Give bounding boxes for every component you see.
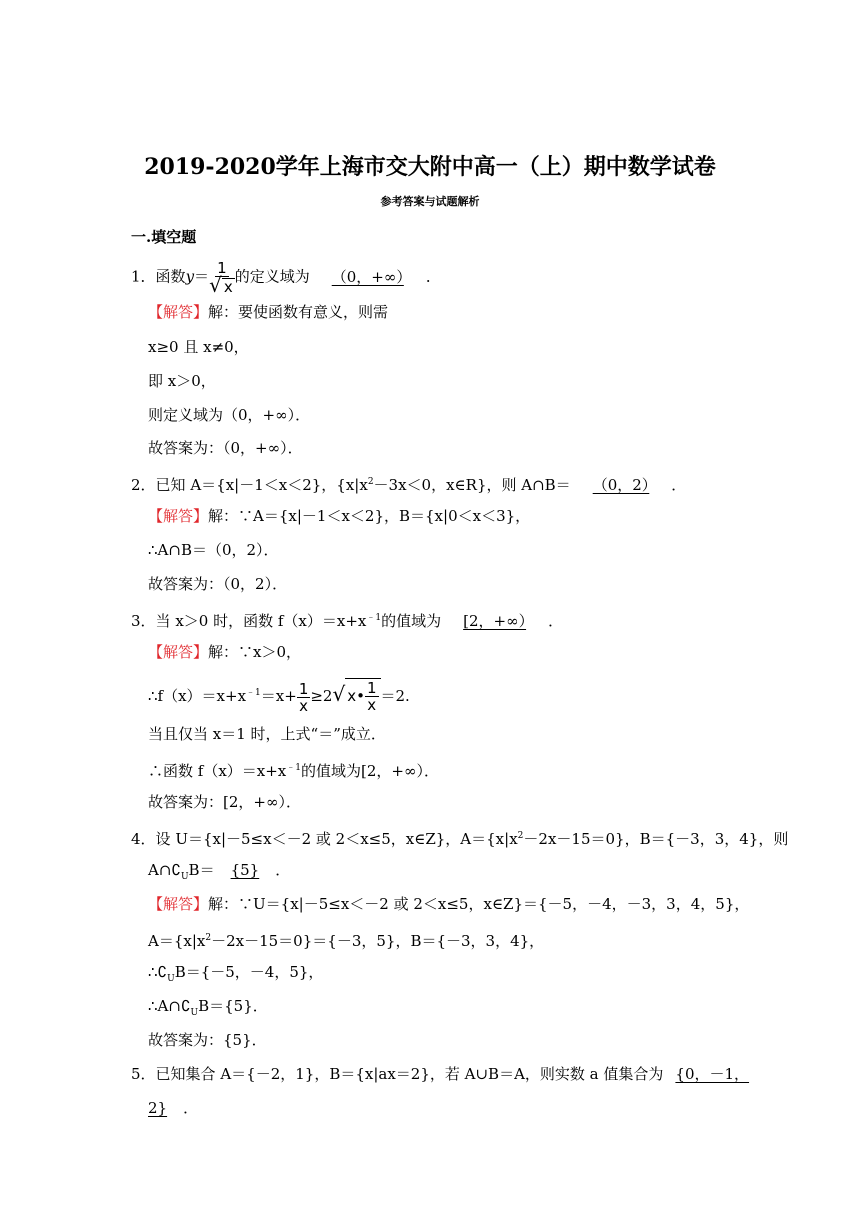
fraction: $\frac{1}{x}$ [298,679,309,715]
answer-blank: {5} [230,861,260,879]
solution-3-line-4: ∴函数 $f(x)=x+x^{﹣1}$的值域为[2，+∞）． [148,762,439,780]
section-heading: 一.填空题 [131,228,197,246]
solution-4-line-2: $A=\{x|x^2-2x-15=0\}=\{-3$，5}，B＝{－3，3，4}， [148,932,545,950]
solution-2-line-2: ∴A∩B＝（0，2）． [148,541,279,559]
solution-1-line-5: 故答案为：（0，+∞）． [148,439,303,457]
page-title: 2019-2020学年上海市交大附中高一（上）期中数学试卷 [144,154,716,180]
solution-1-line-2: x≥0 且 x≠0， [148,338,249,356]
solution-3-line-3: 当且仅当 x＝1 时，上式“＝”成立． [148,725,386,743]
solution-1-line-1: 【解答】解：要使函数有意义，则需 [148,303,389,321]
page-subtitle: 参考答案与试题解析 [380,195,480,208]
answer-blank: [2，+∞） [463,612,527,630]
answer-blank: {0，－1， [675,1065,750,1083]
solution-2-line-1: 【解答】解：∵A＝{x|－1＜x＜2}，B＝{x|0＜x＜3}， [148,507,531,525]
question-1: 1．函数y＝ $\frac{1}{√ x}$ 的定义域为 （0，+∞） ． [131,259,441,297]
solution-3-line-5: 故答案为：[2，+∞）． [148,793,301,811]
fraction: $\frac{1}{√ x}$ [209,259,233,297]
answer-blank: （0，+∞） [331,267,404,286]
answer-blank-cont: 2} [148,1099,168,1117]
question-5-line-2: 2} ． [148,1099,199,1117]
solution-3-line-2: $\therefore f(x)=x+x^{﹣1}=x+$ $\frac{1}{x}$ ≥2√ x• $\frac{1}{x}$ ＝2. [148,679,410,715]
solution-4-line-4: $\therefore A\cap∁_UB=\{5\}$． [148,997,268,1018]
solution-1-line-3: 即 x＞0， [148,372,216,390]
question-2: 2．已知 A＝{x|－1＜x＜2}，{$x|x^2-3x<0$，x∈R}，则 A∩B＝ （0，2） ． [131,476,687,494]
solution-4-line-3: $\therefore∁_UB=\{-5$，－4，5}， [148,963,324,984]
solution-3-line-1: 【解答】解：∵x＞0， [148,643,302,661]
solution-1-line-4: 则定义域为（0，+∞）． [148,406,311,424]
question-5: 5．已知集合 A＝{－2，1}，B＝{x|ax＝2}，若 A∪B＝A，则实数 a 值集合为 {0，－1， [131,1065,750,1083]
question-4: 4．设 U＝{x|－5≤x＜－2 或 2＜x≤5，x∈Z}，$A=\{x|x^2-2x-15=0\}$，B＝{－3，3，4}，则 [131,830,789,848]
solution-2-line-3: 故答案为：（0，2）． [148,575,288,593]
solution-4-line-1: 【解答】解：∵U＝{x|－5≤x＜－2 或 2＜x≤5，x∈Z}＝{－5，－4，－3，3，4，5}， [148,895,750,913]
question-4-line-2: $A\cap∁_UB= \{5\}$ ． [148,861,291,882]
answer-blank: （0，2） [592,476,650,494]
question-3: 3．当 x＞0 时，函数 $f(x)=x+x^{﹣1}$的值域为 [2，+∞） ． [131,612,564,630]
fraction: $\frac{1}{x}$ [366,679,377,714]
solution-4-line-5: 故答案为：{5}． [148,1031,267,1049]
